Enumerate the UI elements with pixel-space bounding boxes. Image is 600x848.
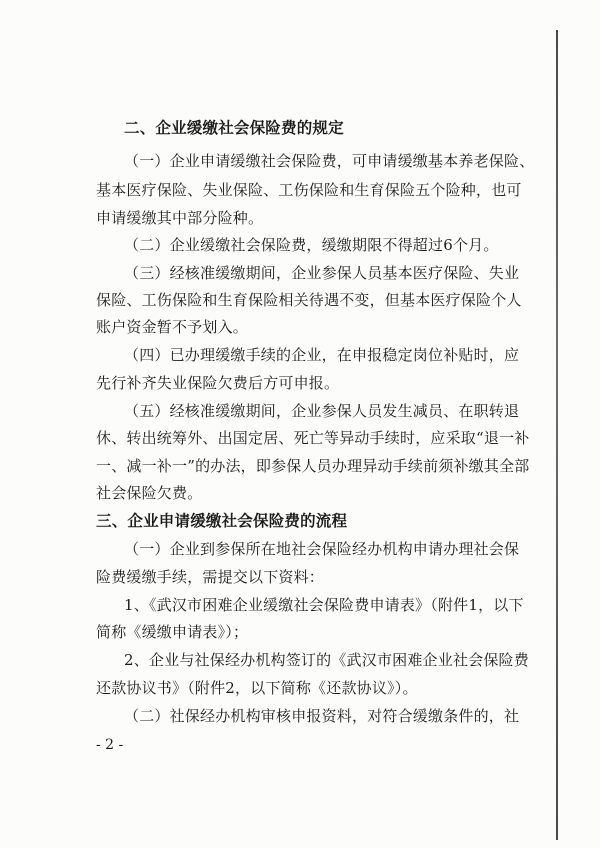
page-number: - 2 - bbox=[96, 737, 124, 753]
scan-edge-line bbox=[556, 30, 558, 840]
paragraph-line: 简称《缓缴申请表》）； bbox=[96, 623, 249, 641]
paragraph-line: （四）已办理缓缴手续的企业，在申报稳定岗位补贴时，应 bbox=[124, 346, 520, 364]
paragraph-line: （三）经核准缓缴期间，企业参保人员基本医疗保险、失业 bbox=[124, 264, 520, 282]
paragraph-line: （一）企业申请缓缴社会保险费，可申请缓缴基本养老保险、 bbox=[124, 152, 535, 170]
paragraph-line: 休、转出统筹外、出国定居、死亡等异动手续时，应采取“退一补 bbox=[96, 429, 530, 447]
paragraph-line: 一、减一补一”的办法，即参保人员办理异动手续前须补缴其全部 bbox=[96, 457, 530, 475]
section-heading-3: 三、企业申请缓缴社会保险费的流程 bbox=[96, 512, 348, 530]
paragraph-line: （二）企业缓缴社会保险费，缓缴期限不得超过6个月。 bbox=[124, 236, 499, 254]
paragraph-line: 险费缓缴手续，需提交以下资料： bbox=[96, 568, 325, 586]
section-heading-2: 二、企业缓缴社会保险费的规定 bbox=[124, 119, 344, 137]
paragraph-line: 社会保险欠费。 bbox=[96, 484, 203, 502]
paragraph-line: 申请缓缴其中部分险种。 bbox=[96, 209, 264, 227]
paragraph-line: 保险、工伤保险和生育保险相关待遇不变，但基本医疗保险个人 bbox=[96, 291, 522, 309]
paragraph-line: 2、企业与社保经办机构签订的《武汉市困难企业社会保险费 bbox=[124, 651, 529, 669]
paragraph-line: 1、《武汉市困难企业缓缴社会保险费申请表》（附件1，以下 bbox=[124, 596, 524, 614]
paragraph-line: 还款协议书》（附件2，以下简称《还款协议》）。 bbox=[96, 679, 418, 697]
paragraph-line: 基本医疗保险、失业保险、工伤保险和生育保险五个险种，也可 bbox=[96, 181, 522, 199]
paragraph-line: （五）经核准缓缴期间，企业参保人员发生减员、在职转退 bbox=[124, 402, 520, 420]
paragraph-line: 账户资金暂不予划入。 bbox=[96, 318, 249, 336]
paragraph-line: （一）企业到参保所在地社会保险经办机构申请办理社会保 bbox=[124, 540, 520, 558]
paragraph-line: 先行补齐失业保险欠费后方可申报。 bbox=[96, 374, 340, 392]
paragraph-line: （二）社保经办机构审核申报资料，对符合缓缴条件的，社 bbox=[124, 707, 520, 725]
